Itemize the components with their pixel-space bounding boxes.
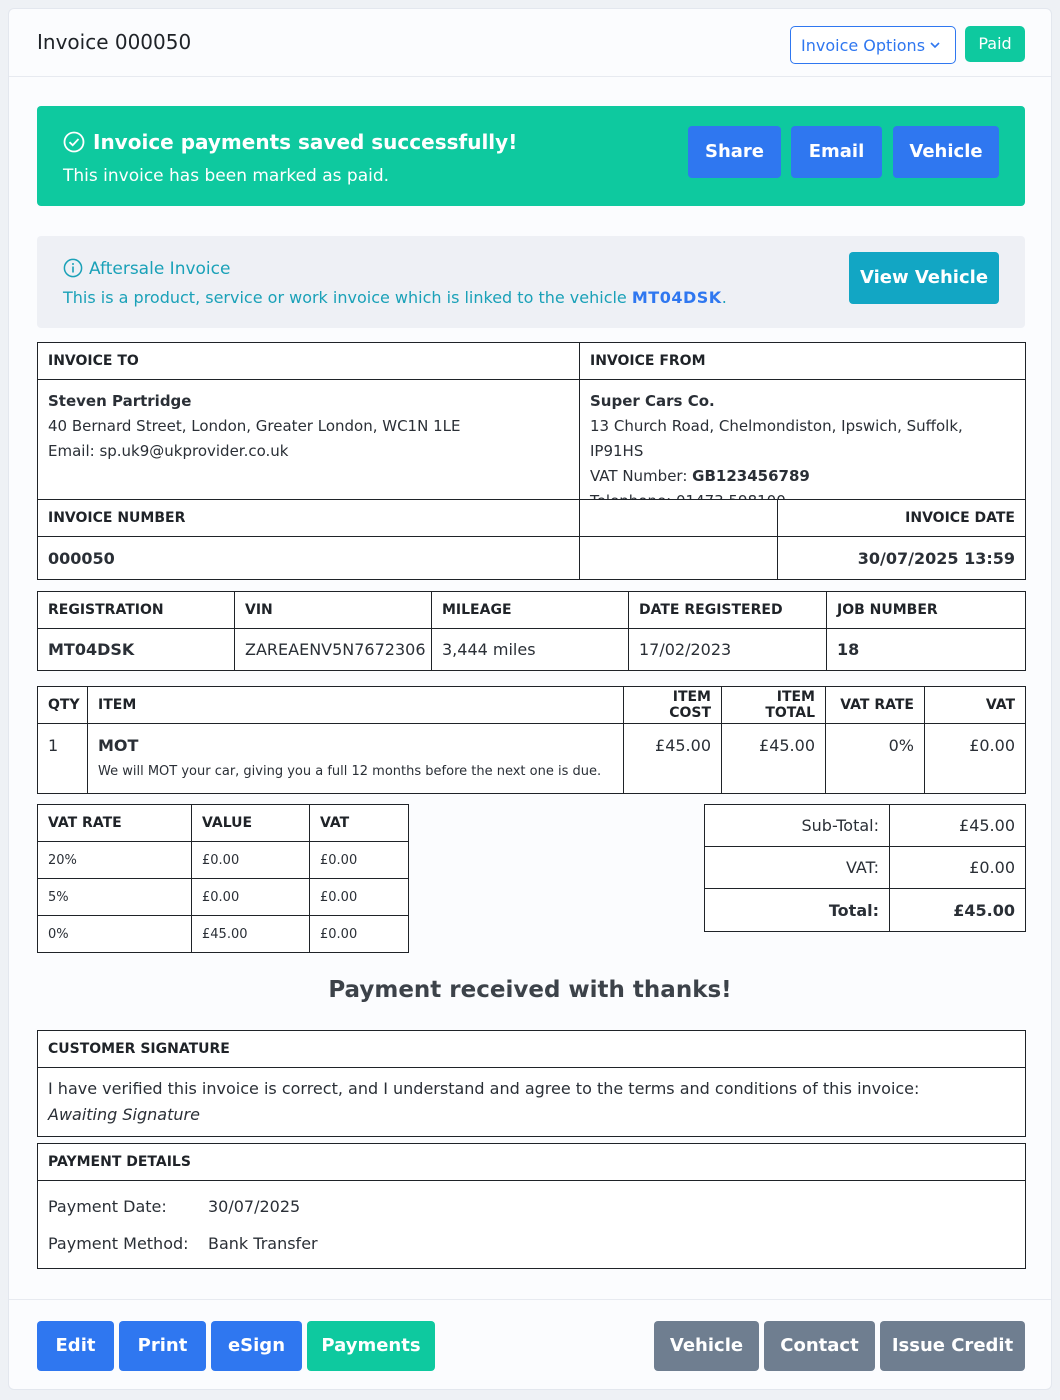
payment-details-body	[38, 1181, 1026, 1269]
info-alert-message: This is a product, service or work invoice which is linked to the vehicle MT04DSK.	[63, 288, 727, 307]
company-vat: VAT Number: GB123456789	[590, 467, 810, 485]
customer-name: Steven Partridge	[48, 392, 192, 410]
thanks-message: Payment received with thanks!	[328, 977, 732, 1003]
page-title: Invoice 000050	[37, 30, 192, 54]
item-name: MOT	[98, 736, 139, 755]
customer-address: 40 Bernard Street, London, Greater London, WC1N 1LE	[48, 417, 461, 435]
item-vat-rate: 0%	[826, 724, 925, 794]
item-qty: 1	[38, 724, 88, 794]
date-registered-value: 17/02/2023	[629, 629, 827, 671]
signature-header: CUSTOMER SIGNATURE	[38, 1031, 1026, 1068]
payment-details-table	[37, 1143, 1026, 1269]
issue-credit-button[interactable]: Issue Credit	[880, 1321, 1025, 1371]
card-header	[9, 9, 1051, 77]
vehicle-table	[37, 591, 1026, 671]
payment-method-label: Payment Method:	[48, 1233, 189, 1253]
invoice-options-dropdown[interactable]	[790, 26, 956, 64]
vat-summary-table	[37, 804, 409, 953]
registration-value: MT04DSK	[38, 629, 235, 671]
invoice-date-header: INVOICE DATE	[778, 500, 1026, 537]
item-total-header: ITEM TOTAL	[722, 687, 826, 724]
info-alert-heading: Aftersale Invoice	[63, 258, 230, 279]
vat-total-value: £0.00	[890, 847, 1026, 889]
customer-email: Email: sp.uk9@ukprovider.co.uk	[48, 442, 289, 460]
print-button[interactable]: Print	[119, 1321, 206, 1371]
item-total: £45.00	[722, 724, 826, 794]
job-number-header: JOB NUMBER	[827, 592, 1026, 629]
payment-date-row	[48, 1188, 1015, 1225]
grand-total-value: £45.00	[890, 889, 1026, 932]
edit-button[interactable]: Edit	[37, 1321, 114, 1371]
table-row	[38, 916, 409, 953]
email-button[interactable]: Email	[791, 126, 882, 178]
vat-summary-value-header: VALUE	[192, 805, 310, 842]
vehicle-alert-button[interactable]: Vehicle	[893, 126, 999, 178]
subtotal-value: £45.00	[890, 805, 1026, 847]
parties-table	[37, 342, 1026, 515]
vat-summary-cell: 0%	[38, 916, 192, 953]
signature-body	[38, 1068, 1026, 1137]
items-table	[37, 686, 1026, 794]
table-row	[38, 879, 409, 916]
payment-method-row	[48, 1225, 1015, 1262]
vin-header: VIN	[235, 592, 432, 629]
vat-rate-header: VAT RATE	[826, 687, 925, 724]
invoice-meta-table	[37, 499, 1026, 580]
success-alert-heading: Invoice payments saved successfully!	[63, 130, 517, 154]
vat-header: VAT	[925, 687, 1026, 724]
invoice-number: 000050	[38, 537, 580, 580]
vat-summary-cell: 5%	[38, 879, 192, 916]
table-row	[38, 842, 409, 879]
company-address: 13 Church Road, Chelmondiston, Ipswich, Suffolk, IP91HS	[590, 417, 963, 460]
item-description: We will MOT your car, giving you a full 12 months before the next one is due.	[98, 764, 602, 779]
invoice-to-header: INVOICE TO	[38, 343, 580, 380]
vehicle-registration-link[interactable]: MT04DSK	[631, 288, 722, 307]
subtotal-label: Sub-Total:	[705, 805, 890, 847]
invoice-from-details	[580, 380, 1026, 515]
check-circle-icon	[63, 131, 85, 153]
card-footer	[9, 1299, 1051, 1390]
company-name: Super Cars Co.	[590, 392, 715, 410]
vat-summary-cell: £0.00	[310, 916, 409, 953]
mileage-header: MILEAGE	[432, 592, 629, 629]
payments-button[interactable]: Payments	[307, 1321, 435, 1371]
qty-header: QTY	[38, 687, 88, 724]
invoice-options-label: Invoice Options	[801, 36, 926, 55]
grand-total-label: Total:	[705, 889, 890, 932]
invoice-card	[8, 8, 1052, 1390]
contact-button[interactable]: Contact	[764, 1321, 875, 1371]
totals-table	[704, 804, 1026, 932]
table-row	[38, 724, 1026, 794]
signature-table	[37, 1030, 1026, 1137]
item-cost: £45.00	[624, 724, 722, 794]
vat-summary-cell: £0.00	[310, 879, 409, 916]
signature-status: Awaiting Signature	[48, 1105, 200, 1124]
vin-value: ZAREAENV5N7672306	[235, 629, 432, 671]
vat-summary-cell: £0.00	[192, 842, 310, 879]
payment-method-value: Bank Transfer	[208, 1233, 318, 1253]
invoice-to-details	[38, 380, 580, 515]
registration-header: REGISTRATION	[38, 592, 235, 629]
item-header: ITEM	[88, 687, 624, 724]
payment-date-label: Payment Date:	[48, 1196, 167, 1216]
item-details	[88, 724, 624, 794]
item-vat: £0.00	[925, 724, 1026, 794]
vat-summary-rate-header: VAT RATE	[38, 805, 192, 842]
success-alert-message: This invoice has been marked as paid.	[63, 166, 390, 186]
chevron-down-icon	[929, 40, 941, 50]
vat-summary-cell: 20%	[38, 842, 192, 879]
esign-button[interactable]: eSign	[211, 1321, 302, 1371]
invoice-number-header: INVOICE NUMBER	[38, 500, 580, 537]
date-registered-header: DATE REGISTERED	[629, 592, 827, 629]
success-alert	[37, 106, 1025, 206]
payment-date-value: 30/07/2025	[208, 1196, 301, 1216]
status-badge: Paid	[965, 26, 1025, 62]
invoice-meta-spacer-cell	[580, 537, 778, 580]
invoice-meta-spacer	[580, 500, 778, 537]
payment-details-header: PAYMENT DETAILS	[38, 1144, 1026, 1181]
vat-summary-cell: £45.00	[192, 916, 310, 953]
info-icon	[63, 258, 83, 278]
job-number-value: 18	[827, 629, 1026, 671]
invoice-date: 30/07/2025 13:59	[778, 537, 1026, 580]
invoice-from-header: INVOICE FROM	[580, 343, 1026, 380]
info-alert	[37, 236, 1025, 328]
signature-terms: I have verified this invoice is correct, and I understand and agree to the terms and conditions of this invoice:	[48, 1079, 920, 1098]
item-cost-header: ITEM COST	[624, 687, 722, 724]
vat-summary-cell: £0.00	[192, 879, 310, 916]
view-vehicle-button[interactable]: View Vehicle	[849, 252, 999, 304]
vat-total-label: VAT:	[705, 847, 890, 889]
vat-summary-vat-header: VAT	[310, 805, 409, 842]
share-button[interactable]: Share	[688, 126, 781, 178]
vehicle-button[interactable]: Vehicle	[654, 1321, 759, 1371]
mileage-value: 3,444 miles	[432, 629, 629, 671]
vat-summary-cell: £0.00	[310, 842, 409, 879]
